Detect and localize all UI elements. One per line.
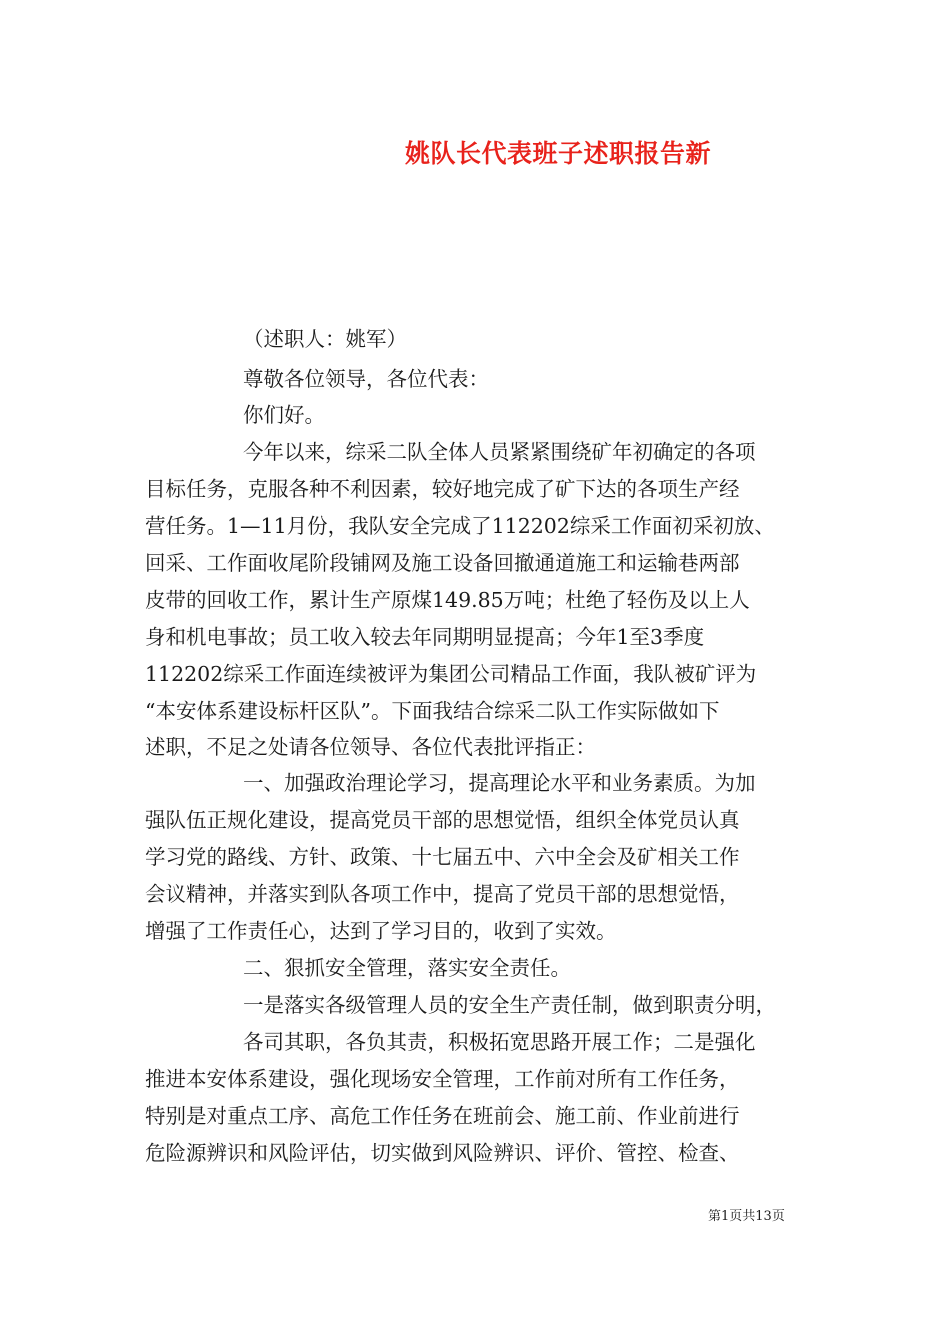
body-line: 强队伍正规化建设，提高党员干部的思想觉悟，组织全体党员认真: [145, 808, 740, 832]
body-line: 述职，不足之处请各位领导、各位代表批评指正：: [145, 735, 596, 759]
body-line: 特别是对重点工序、高危工作任务在班前会、施工前、作业前进行: [145, 1104, 740, 1128]
body-line: 皮带的回收工作，累计生产原煤149.85万吨；杜绝了轻伤及以上人: [145, 588, 750, 612]
body-line: 112202综采工作面连续被评为集团公司精品工作面，我队被矿评为: [145, 662, 757, 686]
body-line: “本安体系建设标杆区队”。下面我结合综采二队工作实际做如下: [145, 699, 720, 723]
body-line: （述职人：姚军）: [243, 327, 407, 351]
section-heading: 二、狠抓安全管理，落实安全责任。: [243, 956, 571, 980]
body-line: 目标任务，克服各种不利因素，较好地完成了矿下达的各项生产经: [145, 477, 740, 501]
body-line: 你们好。: [243, 403, 325, 427]
body-line: 危险源辨识和风险评估，切实做到风险辨识、评价、管控、检查、: [145, 1141, 740, 1165]
body-line: 各司其职，各负其责，积极拓宽思路开展工作；二是强化: [243, 1030, 756, 1054]
body-line: 今年以来，综采二队全体人员紧紧围绕矿年初确定的各项: [243, 440, 756, 464]
body-line: 回采、工作面收尾阶段铺网及施工设备回撤通道施工和运输巷两部: [145, 551, 740, 575]
body-line: 学习党的路线、方针、政策、十七届五中、六中全会及矿相关工作: [145, 845, 740, 869]
body-line: 尊敬各位领导，各位代表：: [243, 367, 489, 391]
body-line: 会议精神，并落实到队各项工作中，提高了党员干部的思想觉悟，: [145, 882, 740, 906]
page-number: 第1页共13页: [708, 1209, 785, 1224]
body-line: 增强了工作责任心，达到了学习目的，收到了实效。: [145, 919, 617, 943]
section-heading: 一、加强政治理论学习，提高理论水平和业务素质。为加: [243, 771, 756, 795]
body-line: 营任务。1—11月份，我队安全完成了112202综采工作面初采初放、: [145, 514, 775, 538]
body-line: 身和机电事故；员工收入较去年同期明显提高；今年1至3季度: [145, 625, 705, 649]
body-line: 推进本安体系建设，强化现场安全管理，工作前对所有工作任务，: [145, 1067, 740, 1091]
document-title: 姚队长代表班子述职报告新: [405, 139, 712, 168]
body-line: 一是落实各级管理人员的安全生产责任制，做到职责分明，: [243, 993, 776, 1017]
